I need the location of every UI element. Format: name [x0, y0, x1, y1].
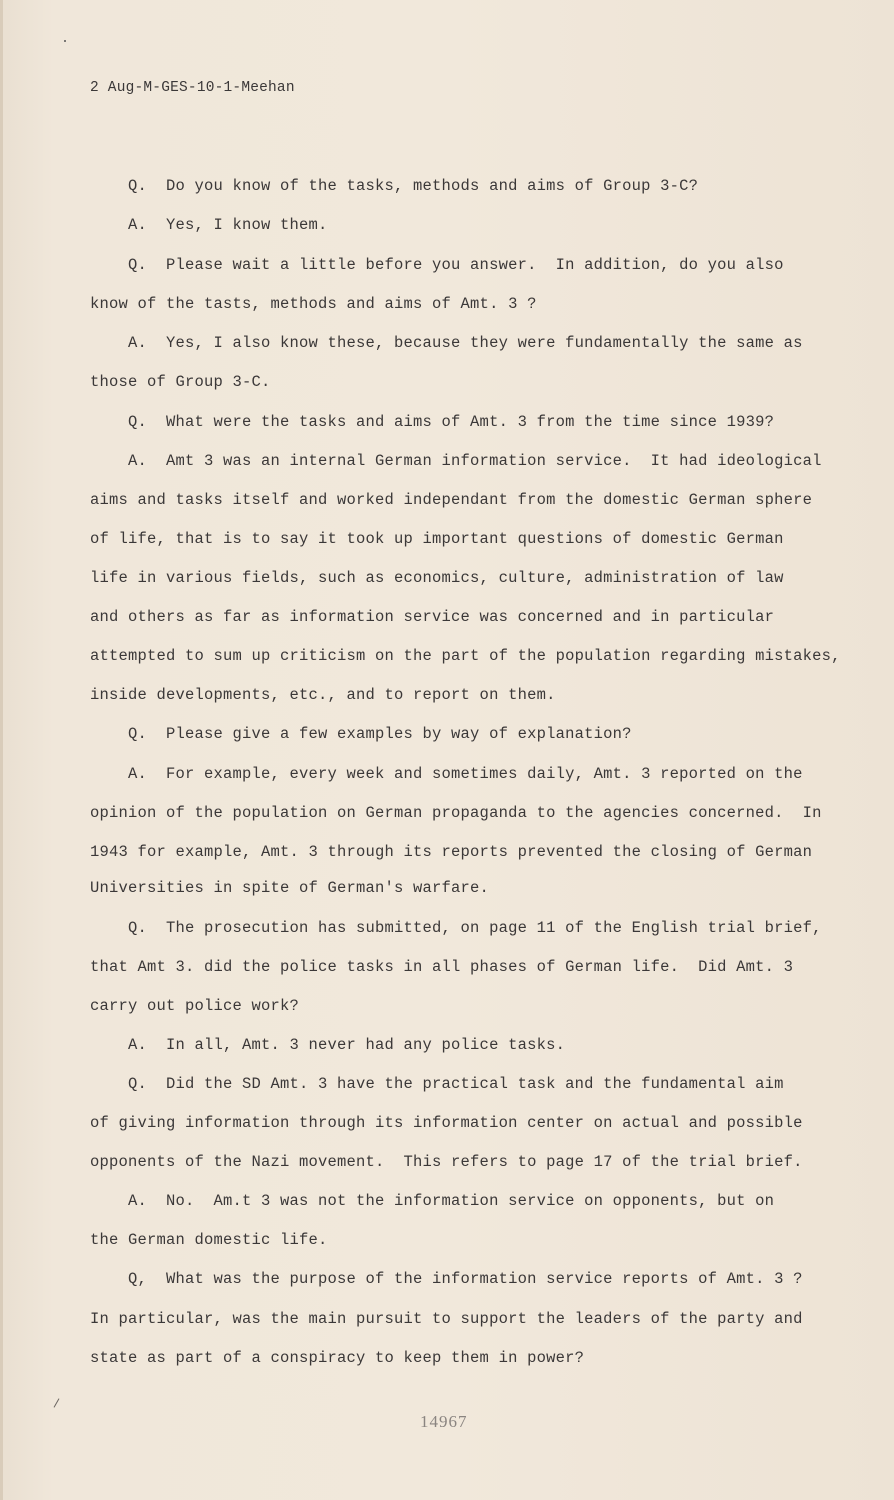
text-line: opponents of the Nazi movement. This refers to page 17 of the trial brief. — [90, 1153, 803, 1171]
text-line: state as part of a conspiracy to keep them in power? — [90, 1349, 585, 1367]
text-line: that Amt 3. did the police tasks in all phases of German life. Did Amt. 3 — [90, 958, 794, 976]
document-header: 2 Aug-M-GES-10-1-Meehan — [90, 80, 295, 96]
text-line: Q, What was the purpose of the information service reports of Amt. 3 ? — [90, 1270, 803, 1288]
text-line: A. For example, every week and sometimes daily, Amt. 3 reported on the — [90, 765, 803, 783]
text-line: the German domestic life. — [90, 1231, 328, 1249]
text-line: and others as far as information service was concerned and in particular — [90, 608, 775, 626]
text-line: aims and tasks itself and worked independant from the domestic German sphere — [90, 491, 813, 509]
text-line: Q. Please wait a little before you answer. In addition, do you also — [90, 256, 784, 274]
text-line: of life, that is to say it took up important questions of domestic German — [90, 530, 784, 548]
page-number: 14967 — [420, 1412, 468, 1431]
text-line: Q. Please give a few examples by way of explanation? — [90, 725, 632, 743]
text-line: 1943 for example, Amt. 3 through its reports prevented the closing of German — [90, 843, 813, 861]
text-line: A. No. Am.t 3 was not the information service on opponents, but on — [90, 1192, 775, 1210]
text-line: carry out police work? — [90, 997, 300, 1015]
text-line: inside developments, etc., and to report on them. — [90, 686, 556, 704]
text-line: In particular, was the main pursuit to support the leaders of the party and — [90, 1310, 803, 1328]
text-line: opinion of the population on German propaganda to the agencies concerned. In — [90, 804, 822, 822]
speck — [64, 40, 66, 42]
text-line: Q. Do you know of the tasks, methods and aims of Group 3-C? — [90, 177, 699, 195]
text-line: Q. Did the SD Amt. 3 have the practical task and the fundamental aim — [90, 1075, 784, 1093]
text-line: of giving information through its information center on actual and possible — [90, 1114, 803, 1132]
page-edge — [0, 0, 3, 1500]
text-line: Universities in spite of German's warfare. — [90, 879, 490, 897]
text-line: know of the tasts, methods and aims of Amt. 3 ? — [90, 295, 537, 313]
text-line: A. In all, Amt. 3 never had any police tasks. — [90, 1036, 566, 1054]
text-line: life in various fields, such as economics, culture, administration of law — [90, 569, 784, 587]
text-line: attempted to sum up criticism on the part of the population regarding mistakes, — [90, 647, 841, 665]
text-line: Q. What were the tasks and aims of Amt. 3 from the time since 1939? — [90, 413, 775, 431]
text-line: A. Yes, I know them. — [90, 216, 328, 234]
pencil-mark — [54, 1398, 60, 1407]
text-line: A. Yes, I also know these, because they were fundamentally the same as — [90, 334, 803, 352]
text-line: those of Group 3-C. — [90, 373, 271, 391]
text-line: Q. The prosecution has submitted, on page 11 of the English trial brief, — [90, 919, 822, 937]
text-line: A. Amt 3 was an internal German information service. It had ideological — [90, 452, 822, 470]
